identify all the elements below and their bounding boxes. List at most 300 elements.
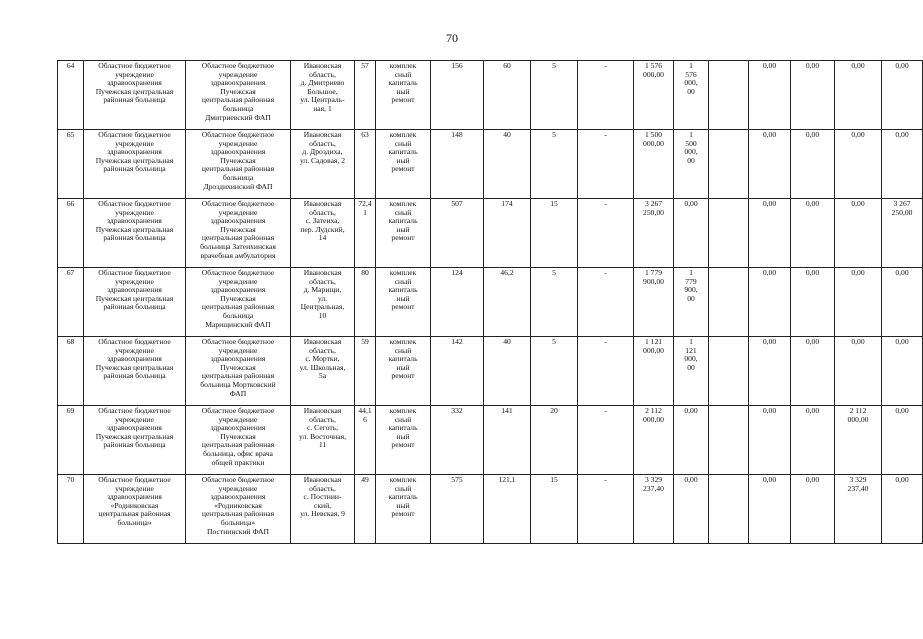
table-row [58,130,923,199]
address-cell [291,406,355,475]
value-cell-1 [431,199,484,268]
cell-line: Ивановская [303,268,342,277]
cell-line: 779 [685,276,697,286]
cell-line: 66 [66,199,75,208]
cell-line: комплек [389,61,417,70]
cell-line: 575 [451,475,463,484]
cell-line: районная больница [103,233,166,243]
work-type-cell [376,337,431,406]
cell-line: больница [222,172,254,182]
cell-line: Областное бюджетное [98,130,171,139]
row-number-cell [58,406,84,475]
cell-line: Марищинский ФАП [205,319,271,329]
cell-line: область, [309,69,336,79]
cell-line: Пучежская центральная [95,362,174,372]
cell-line: сный [394,483,412,493]
value-cell-2 [484,268,531,337]
cell-line: 5 [552,61,556,70]
value-cell-1 [431,337,484,406]
cell-line: 0,00 [851,199,865,208]
cell-line: пер. Лудский, [300,224,345,234]
cell-line: здравоохранения [107,492,162,502]
cell-line: ул. Невская, 9 [300,509,345,519]
cell-line: здравоохранения [210,423,266,433]
cell-line: учреждение [218,276,258,286]
value-cell-4 [578,337,634,406]
cell-line: ный [396,224,410,234]
cell-line: 0,00 [805,268,820,277]
cell-line: д. Дроздиха, [302,147,343,157]
area-cell [355,199,376,268]
cell-line: 000,00 [643,414,664,424]
area-cell [355,337,376,406]
cell-line: здравоохранения [107,285,162,295]
cell-line: учреждение [115,276,154,286]
object-cell [186,475,291,544]
cell-line: районная больница [103,164,166,174]
value-cell-2 [484,199,531,268]
cell-line: 576 [685,69,697,79]
cell-line: 121,1 [498,475,516,484]
amount-year-3-cell [791,130,835,199]
row-number-cell [58,268,84,337]
cell-line: 156 [451,61,463,70]
cell-line: учреждение [218,345,258,355]
object-cell [186,199,291,268]
cell-line: 1 121 [644,337,663,346]
cell-line: Пучежская центральная [95,86,174,96]
cell-line: ный [396,431,410,441]
cell-line: 0,00 [762,475,777,484]
cell-line: область, [309,276,336,286]
cell-line: капиталь [388,285,418,295]
cell-line: 0,00 [895,406,909,415]
cell-line: комплек [389,199,417,208]
cell-line: 11 [318,440,327,450]
cell-line: капиталь [388,216,418,226]
amount-year-2-cell [749,199,791,268]
cell-line: сный [394,276,412,286]
cell-line: общей практики [211,457,265,467]
cell-line: 0,00 [895,337,909,346]
amount-year-2-cell [749,61,791,130]
cell-line: капиталь [388,147,418,157]
cell-line: 63 [361,130,369,139]
empty-cell [709,199,749,268]
cell-line: Ивановская [303,199,342,208]
work-type-cell [376,199,431,268]
cell-line: районная больница [103,95,166,105]
total-amount-cell [634,130,674,199]
cell-line: учреждение [115,345,154,355]
amount-year-3-cell [791,61,835,130]
cell-line: Центральная, [300,302,345,312]
cell-line: ный [396,155,410,165]
cell-line: 64 [66,61,75,70]
cell-line: 3 267 [893,199,911,208]
cell-line: 0,00 [851,337,865,346]
object-cell [186,61,291,130]
cell-line: центральная районная [201,509,275,519]
cell-line: 0,00 [762,406,777,415]
cell-line: 000,00 [643,69,664,79]
cell-line: область, [309,207,336,217]
value-cell-4 [578,268,634,337]
cell-line: Областное бюджетное [201,61,275,70]
cell-line: 15 [550,199,558,208]
amount-year-4-cell [835,268,882,337]
cell-line: Пучежская центральная [95,155,174,165]
work-type-cell [376,406,431,475]
cell-line: 0,00 [805,61,820,70]
empty-cell [709,337,749,406]
cell-line: область, [309,483,336,493]
cell-line: учреждение [218,207,258,217]
cell-line: Ивановская [303,337,342,346]
value-cell-4 [578,475,634,544]
cell-line: Пучежская [220,431,256,441]
cell-line: - [604,130,607,139]
cell-line: здравоохранения [210,285,266,295]
value-cell-2 [484,61,531,130]
amount-year-1-cell [674,130,709,199]
cell-line: 0,00 [762,337,777,346]
cell-line: капиталь [388,78,418,88]
table-row [58,337,923,406]
cell-line: Ивановская [303,475,342,484]
cell-line: 57 [361,61,369,70]
cell-line: 1 [689,61,693,70]
cell-line: 900, [684,285,698,295]
cell-line: 49 [361,475,369,484]
amount-year-4-cell [835,130,882,199]
cell-line: Областное бюджетное [98,406,171,415]
amount-year-4-cell [835,475,882,544]
cell-line: Пучежская [220,293,256,303]
cell-line: 0,00 [762,130,777,139]
cell-line: Пучежская центральная [95,224,174,234]
cell-line: учреждение [218,414,258,424]
cell-line: здравоохранения [210,147,266,157]
cell-line: центральная районная [201,164,275,174]
work-type-cell [376,130,431,199]
cell-line: 250,00 [891,207,913,217]
cell-line: Областное бюджетное [201,475,275,484]
amount-year-3-cell [791,475,835,544]
cell-line: 6 [363,414,367,424]
row-number-cell [58,199,84,268]
cell-line: 124 [451,268,463,277]
cell-line: Областное бюджетное [201,130,275,139]
cell-line: 40 [503,337,511,346]
cell-line: 1 [689,130,693,139]
cell-line: 40 [503,130,511,139]
cell-line: 148 [451,130,463,139]
amount-year-1-cell [674,475,709,544]
amount-year-2-cell [749,406,791,475]
cell-line: ул. Централь- [300,95,345,105]
cell-line: ремонт [391,371,415,381]
table-row [58,475,923,544]
address-cell [291,475,355,544]
cell-line: здравоохранения [107,354,162,364]
cell-line: больница [222,103,254,113]
amount-year-5-cell [882,130,923,199]
cell-line: 237,40 [847,483,869,493]
value-cell-1 [431,61,484,130]
cell-line: 1 [363,207,367,217]
total-amount-cell [634,268,674,337]
cell-line: 500 [685,138,697,148]
cell-line: комплек [389,406,417,415]
cell-line: учреждение [218,483,258,493]
page-number: 70 [446,31,458,45]
address-cell [291,268,355,337]
area-cell [355,130,376,199]
cell-line: ремонт [391,164,415,174]
cell-line: 2 112 [849,406,867,415]
cell-line: Пучежская [220,224,256,234]
amount-year-1-cell [674,406,709,475]
cell-line: здравоохранения [107,78,162,88]
cell-line: врачебная амбулатория [200,250,276,260]
amount-year-1-cell [674,337,709,406]
cell-line: Дмитриевский ФАП [205,112,271,122]
cell-line: здравоохранения [107,216,162,226]
cell-line: комплек [389,337,417,346]
cell-line: 000,00 [643,345,664,355]
cell-line: 0,00 [805,130,820,139]
total-amount-cell [634,406,674,475]
cell-line: 15 [550,475,558,484]
cell-line: Областное бюджетное [98,199,171,208]
object-cell [186,268,291,337]
cell-line: 0,00 [762,268,777,277]
empty-cell [709,130,749,199]
cell-line: больница Затеихинская [200,241,276,251]
cell-line: комплек [389,130,417,139]
cell-line: ный [396,362,410,372]
work-type-cell [376,475,431,544]
cell-line: 46,2 [500,268,514,277]
recipient-cell [84,268,186,337]
amount-year-2-cell [749,337,791,406]
cell-line: 5 [552,130,556,139]
cell-line: 000, [684,78,698,88]
cell-line: 0,00 [895,130,909,139]
cell-line: область, [309,414,336,424]
area-cell [355,61,376,130]
cell-line: центральная районная [201,95,275,105]
cell-line: больница» [220,517,256,527]
cell-line: 237,40 [643,483,664,493]
cell-line: учреждение [115,138,154,148]
cell-line: 1 [689,337,693,346]
value-cell-1 [431,130,484,199]
amount-year-1-cell [674,268,709,337]
recipient-cell [84,199,186,268]
row-number-cell [58,130,84,199]
cell-line: - [604,337,607,346]
cell-line: ул. Восточная, [299,431,346,441]
cell-line: 3 329 [849,475,867,484]
cell-line: 0,00 [762,199,777,208]
cell-line: 0,00 [851,268,865,277]
cell-line: учреждение [115,483,154,493]
cell-line: 00 [687,293,695,303]
table-row [58,406,923,475]
empty-cell [709,475,749,544]
amount-year-3-cell [791,337,835,406]
cell-line: 332 [451,406,463,415]
cell-line: ремонт [391,302,415,312]
cell-line: больница» [117,517,152,527]
amount-year-5-cell [882,475,923,544]
amount-year-3-cell [791,406,835,475]
cell-line: ный [396,86,410,96]
cell-line: 000, [684,147,698,157]
amount-year-5-cell [882,406,923,475]
cell-line: 2 112 [645,406,662,415]
object-cell [186,337,291,406]
empty-cell [709,268,749,337]
value-cell-3 [531,406,578,475]
cell-line: центральная районная [201,233,275,243]
cell-line: 250,00 [643,207,664,217]
table-row [58,268,923,337]
cell-line: 80 [361,268,369,277]
cell-line: сный [394,345,412,355]
cell-line: 1 500 [644,130,663,139]
cell-line: Дроздихинский ФАП [203,181,273,191]
cell-line: Пучежская центральная [95,431,174,441]
value-cell-2 [484,130,531,199]
cell-line: «Родниковская [214,500,262,510]
amount-year-5-cell [882,61,923,130]
cell-line: Пучежская [220,362,256,372]
cell-line: ФАП [229,388,247,398]
cell-line: «Родниковская [110,500,159,510]
cell-line: 0,00 [805,199,820,208]
cell-line: здравоохранения [107,423,162,433]
value-cell-2 [484,337,531,406]
cell-line: ул. Школьная, [299,362,346,372]
cell-line: 5 [552,337,556,346]
value-cell-4 [578,199,634,268]
cell-line: здравоохранения [210,354,266,364]
cell-line: 44,1 [358,406,372,415]
cell-line: - [604,406,607,415]
cell-line: 0,00 [895,268,909,277]
cell-line: 0,00 [805,475,820,484]
cell-line: здравоохранения [210,492,266,502]
cell-line: капиталь [388,492,418,502]
cell-line: ный [396,293,410,303]
cell-line: ул. [317,293,328,303]
area-cell [355,268,376,337]
cell-line: 0,00 [851,61,865,70]
amount-year-4-cell [835,199,882,268]
amount-year-1-cell [674,61,709,130]
cell-line: область, [309,345,336,355]
cell-line: сный [394,69,412,79]
value-cell-4 [578,130,634,199]
amount-year-2-cell [749,130,791,199]
cell-line: 1 779 [644,268,663,277]
empty-cell [709,406,749,475]
cell-line: 507 [451,199,463,208]
cell-line: 000,00 [643,138,664,148]
value-cell-1 [431,475,484,544]
cell-line: Постнинский ФАП [207,526,269,536]
cell-line: Областное бюджетное [98,475,171,484]
cell-line: районная больница [103,371,166,381]
cell-line: д. Марищи, [303,285,342,295]
work-type-cell [376,268,431,337]
cell-line: Областное бюджетное [98,268,171,277]
work-type-cell [376,61,431,130]
cell-line: Ивановская [303,406,342,415]
cell-line: Областное бюджетное [201,337,275,346]
value-cell-3 [531,130,578,199]
cell-line: Областное бюджетное [98,61,171,70]
cell-line: 00 [687,86,695,96]
amount-year-5-cell [882,199,923,268]
cell-line: Большое, [307,86,338,96]
recipient-cell [84,130,186,199]
amount-year-5-cell [882,268,923,337]
cell-line: д. Дмитриево [300,78,345,88]
value-cell-4 [578,406,634,475]
total-amount-cell [634,337,674,406]
cell-line: 5а [318,371,327,381]
cell-line: районная больница [103,302,166,312]
cell-line: учреждение [218,69,258,79]
cell-line: 69 [66,406,75,415]
amount-year-4-cell [835,406,882,475]
cell-line: здравоохранения [210,216,266,226]
cell-line: 60 [503,61,511,70]
cell-line: 174 [501,199,513,208]
cell-line: сный [394,414,412,424]
cell-line: 67 [66,268,75,277]
cell-line: - [604,199,607,208]
recipient-cell [84,61,186,130]
cell-line: больница, офис врача [203,448,273,458]
table-row [58,61,923,130]
cell-line: ремонт [391,509,415,519]
cell-line: 5 [552,268,556,277]
cell-line: 0,00 [805,337,820,346]
value-cell-3 [531,337,578,406]
cell-line: сный [394,207,412,217]
cell-line: Ивановская [303,61,342,70]
cell-line: 0,00 [762,61,777,70]
cell-line: с. Затеиха, [305,216,340,226]
object-cell [186,406,291,475]
cell-line: ул. Садовая, 2 [299,155,346,165]
cell-line: ная, 1 [313,103,332,113]
total-amount-cell [634,199,674,268]
cell-line: 0,00 [684,199,698,208]
total-amount-cell [634,61,674,130]
amount-year-4-cell [835,337,882,406]
amount-year-2-cell [749,268,791,337]
cell-line: больница Мортковский [200,379,276,389]
cell-line: 000, [684,354,698,364]
cell-line: - [604,61,607,70]
cell-line: здравоохранения [210,78,266,88]
